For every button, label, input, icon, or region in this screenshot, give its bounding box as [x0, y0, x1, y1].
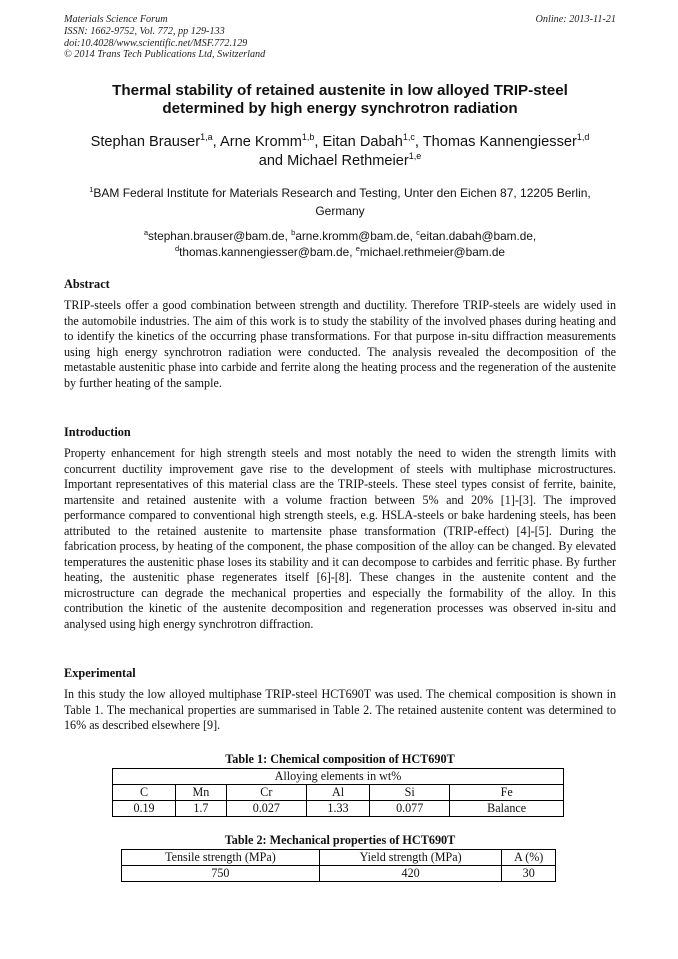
journal-header — [64, 14, 616, 61]
journal-name: Materials Science Forum — [64, 14, 168, 25]
affiliation — [64, 184, 616, 220]
email-sup: d — [174, 244, 180, 253]
author-name: Arne Kromm — [219, 134, 302, 150]
author-name: and Michael Rethmeier — [258, 153, 409, 169]
table-header-cell: Al — [306, 785, 369, 801]
table-header-cell: Tensile strength (MPa) — [122, 850, 320, 866]
table-header-cell: Mn — [176, 785, 227, 801]
table-header-cell: Fe — [450, 785, 564, 801]
experimental-text: In this study the low alloyed multiphase TRIP-steel HCT690T was used. The chemical composition is shown in Table 1. The mechanical properties are summarised in Table 2. The retained austenite content was determined to 16% as described elsewhere [9]. — [64, 687, 616, 732]
table-header-cell: A (%) — [502, 850, 556, 866]
author-sup: 1,b — [301, 132, 315, 142]
affiliation-text: BAM Federal Institute for Materials Research and Testing, Unter den Eichen 87, 12205 Berlin, Germany — [93, 186, 591, 218]
table-group-header: Alloying elements in wt% — [113, 769, 564, 785]
issn-line: ISSN: 1662-9752, Vol. 772, pp 129-133 — [64, 25, 225, 37]
email-sup: b — [291, 228, 296, 237]
author-sup: 1,e — [408, 151, 422, 161]
table-cell: 0.077 — [370, 801, 450, 817]
table-1-caption: Table 1: Chemical composition of HCT690T — [225, 752, 455, 766]
table-1 — [112, 768, 564, 817]
abstract-heading: Abstract — [64, 277, 110, 291]
table-header-cell: C — [113, 785, 176, 801]
author-sup: 1,c — [402, 132, 415, 142]
table-cell: 420 — [319, 866, 502, 882]
table-header-cell: Si — [370, 785, 450, 801]
online-date: Online: 2013-11-21 — [535, 14, 616, 25]
table-header-cell: Cr — [226, 785, 306, 801]
email-address: arne.kromm@bam.de — [295, 229, 410, 243]
email-sup: e — [355, 244, 360, 253]
table-cell: 0.027 — [226, 801, 306, 817]
introduction-text: Property enhancement for high strength steels and most notably the need to widen the strength limits with concurrent ductility improvement gave rise to the development of steels with multiphase microstructures. Important representatives of this material class are the TRIP-steels. These steel types consist of ferrite, bainite, martensite and retained austenite with a volume fraction between 5% and 20% [1]-[3]. The improved performance compared to conventional high strength steels, e.g. HSLA-steels or bake hardening steels, has been attributed to the retained austenite to martensite phase transformation (TRIP-effect) [4]-[5]. During the fabrication process, by heating of the component, the phase composition of the alloy can be changed. By elevated temperatures the austenitic phase loses its stability and it can decompose to carbides and ferritic phase. By further heating, the austenitic phase regenerates itself [6]-[8]. These changes in the austenite content and the microstructure can degrade the mechanical properties and especially the formability of the alloy. In this contribution the kinetic of the austenite decomposition and regeneration processes was observed in-situ and analysed using high energy synchrotron diffraction. — [64, 446, 616, 631]
table-row — [113, 769, 564, 785]
table-2-caption: Table 2: Mechanical properties of HCT690T — [224, 833, 456, 847]
author-line-1 — [60, 133, 620, 152]
email-sep: , — [349, 245, 356, 259]
title-line-2: determined by high energy synchrotron radiation — [162, 100, 518, 117]
email-sep: , — [532, 229, 537, 243]
email-address: thomas.kannengiesser@bam.de — [179, 245, 350, 259]
author-name: Thomas Kannengiesser — [422, 134, 577, 150]
table-header-cell: Yield strength (MPa) — [319, 850, 502, 866]
email-address: eitan.dabah@bam.de — [419, 229, 533, 243]
author-name: Stephan Brauser — [90, 134, 201, 150]
paper-title — [64, 82, 616, 118]
copyright-line: © 2014 Trans Tech Publications Ltd, Switzerland — [64, 49, 266, 61]
author-sep: , — [314, 134, 323, 150]
table-cell: 1.7 — [176, 801, 227, 817]
doi-line: doi:10.4028/www.scientific.net/MSF.772.129 — [64, 37, 248, 49]
email-address: stephan.brauser@bam.de — [147, 229, 285, 243]
table-cell: 1.33 — [306, 801, 369, 817]
table-2 — [121, 849, 556, 882]
table-row — [113, 785, 564, 801]
email-line-2 — [64, 244, 616, 260]
experimental-heading: Experimental — [64, 666, 136, 680]
table-cell: 0.19 — [113, 801, 176, 817]
table-row — [113, 801, 564, 817]
table-cell: 30 — [502, 866, 556, 882]
email-list — [64, 228, 616, 260]
email-line-1 — [64, 228, 616, 244]
abstract-text: TRIP-steels offer a good combination between strength and ductility. Therefore TRIP-steels are widely used in the automobile industries. The aim of this work is to study the stability of the involved phases during heating and to identify the kinetics of the occurring phase transformations. For that purpose in-situ diffraction measurements using high energy synchrotron radiation were conducted. The analysis revealed the decomposition of the metastable austenitic phase into carbide and ferrite along the heating process and the regeneration of the austenite by further heating of the sample. — [64, 298, 616, 390]
author-list — [60, 133, 620, 171]
table-cell: Balance — [450, 801, 564, 817]
email-sup: c — [416, 228, 420, 237]
author-sup: 1,d — [576, 132, 590, 142]
author-name: Eitan Dabah — [322, 134, 403, 150]
author-line-2 — [60, 152, 620, 171]
table-row — [122, 866, 556, 882]
author-sep: , — [212, 134, 220, 150]
email-sup: a — [143, 228, 148, 237]
email-address: michael.rethmeier@bam.de — [359, 245, 505, 259]
email-sep: , — [284, 229, 292, 243]
introduction-heading: Introduction — [64, 425, 131, 439]
affiliation-sup: 1 — [89, 185, 94, 194]
table-cell: 750 — [122, 866, 320, 882]
table-row — [122, 850, 556, 866]
email-sep: , — [409, 229, 417, 243]
title-line-1: Thermal stability of retained austenite in low alloyed TRIP-steel — [112, 82, 568, 99]
author-sep: , — [414, 134, 423, 150]
author-sup: 1,a — [200, 132, 213, 142]
